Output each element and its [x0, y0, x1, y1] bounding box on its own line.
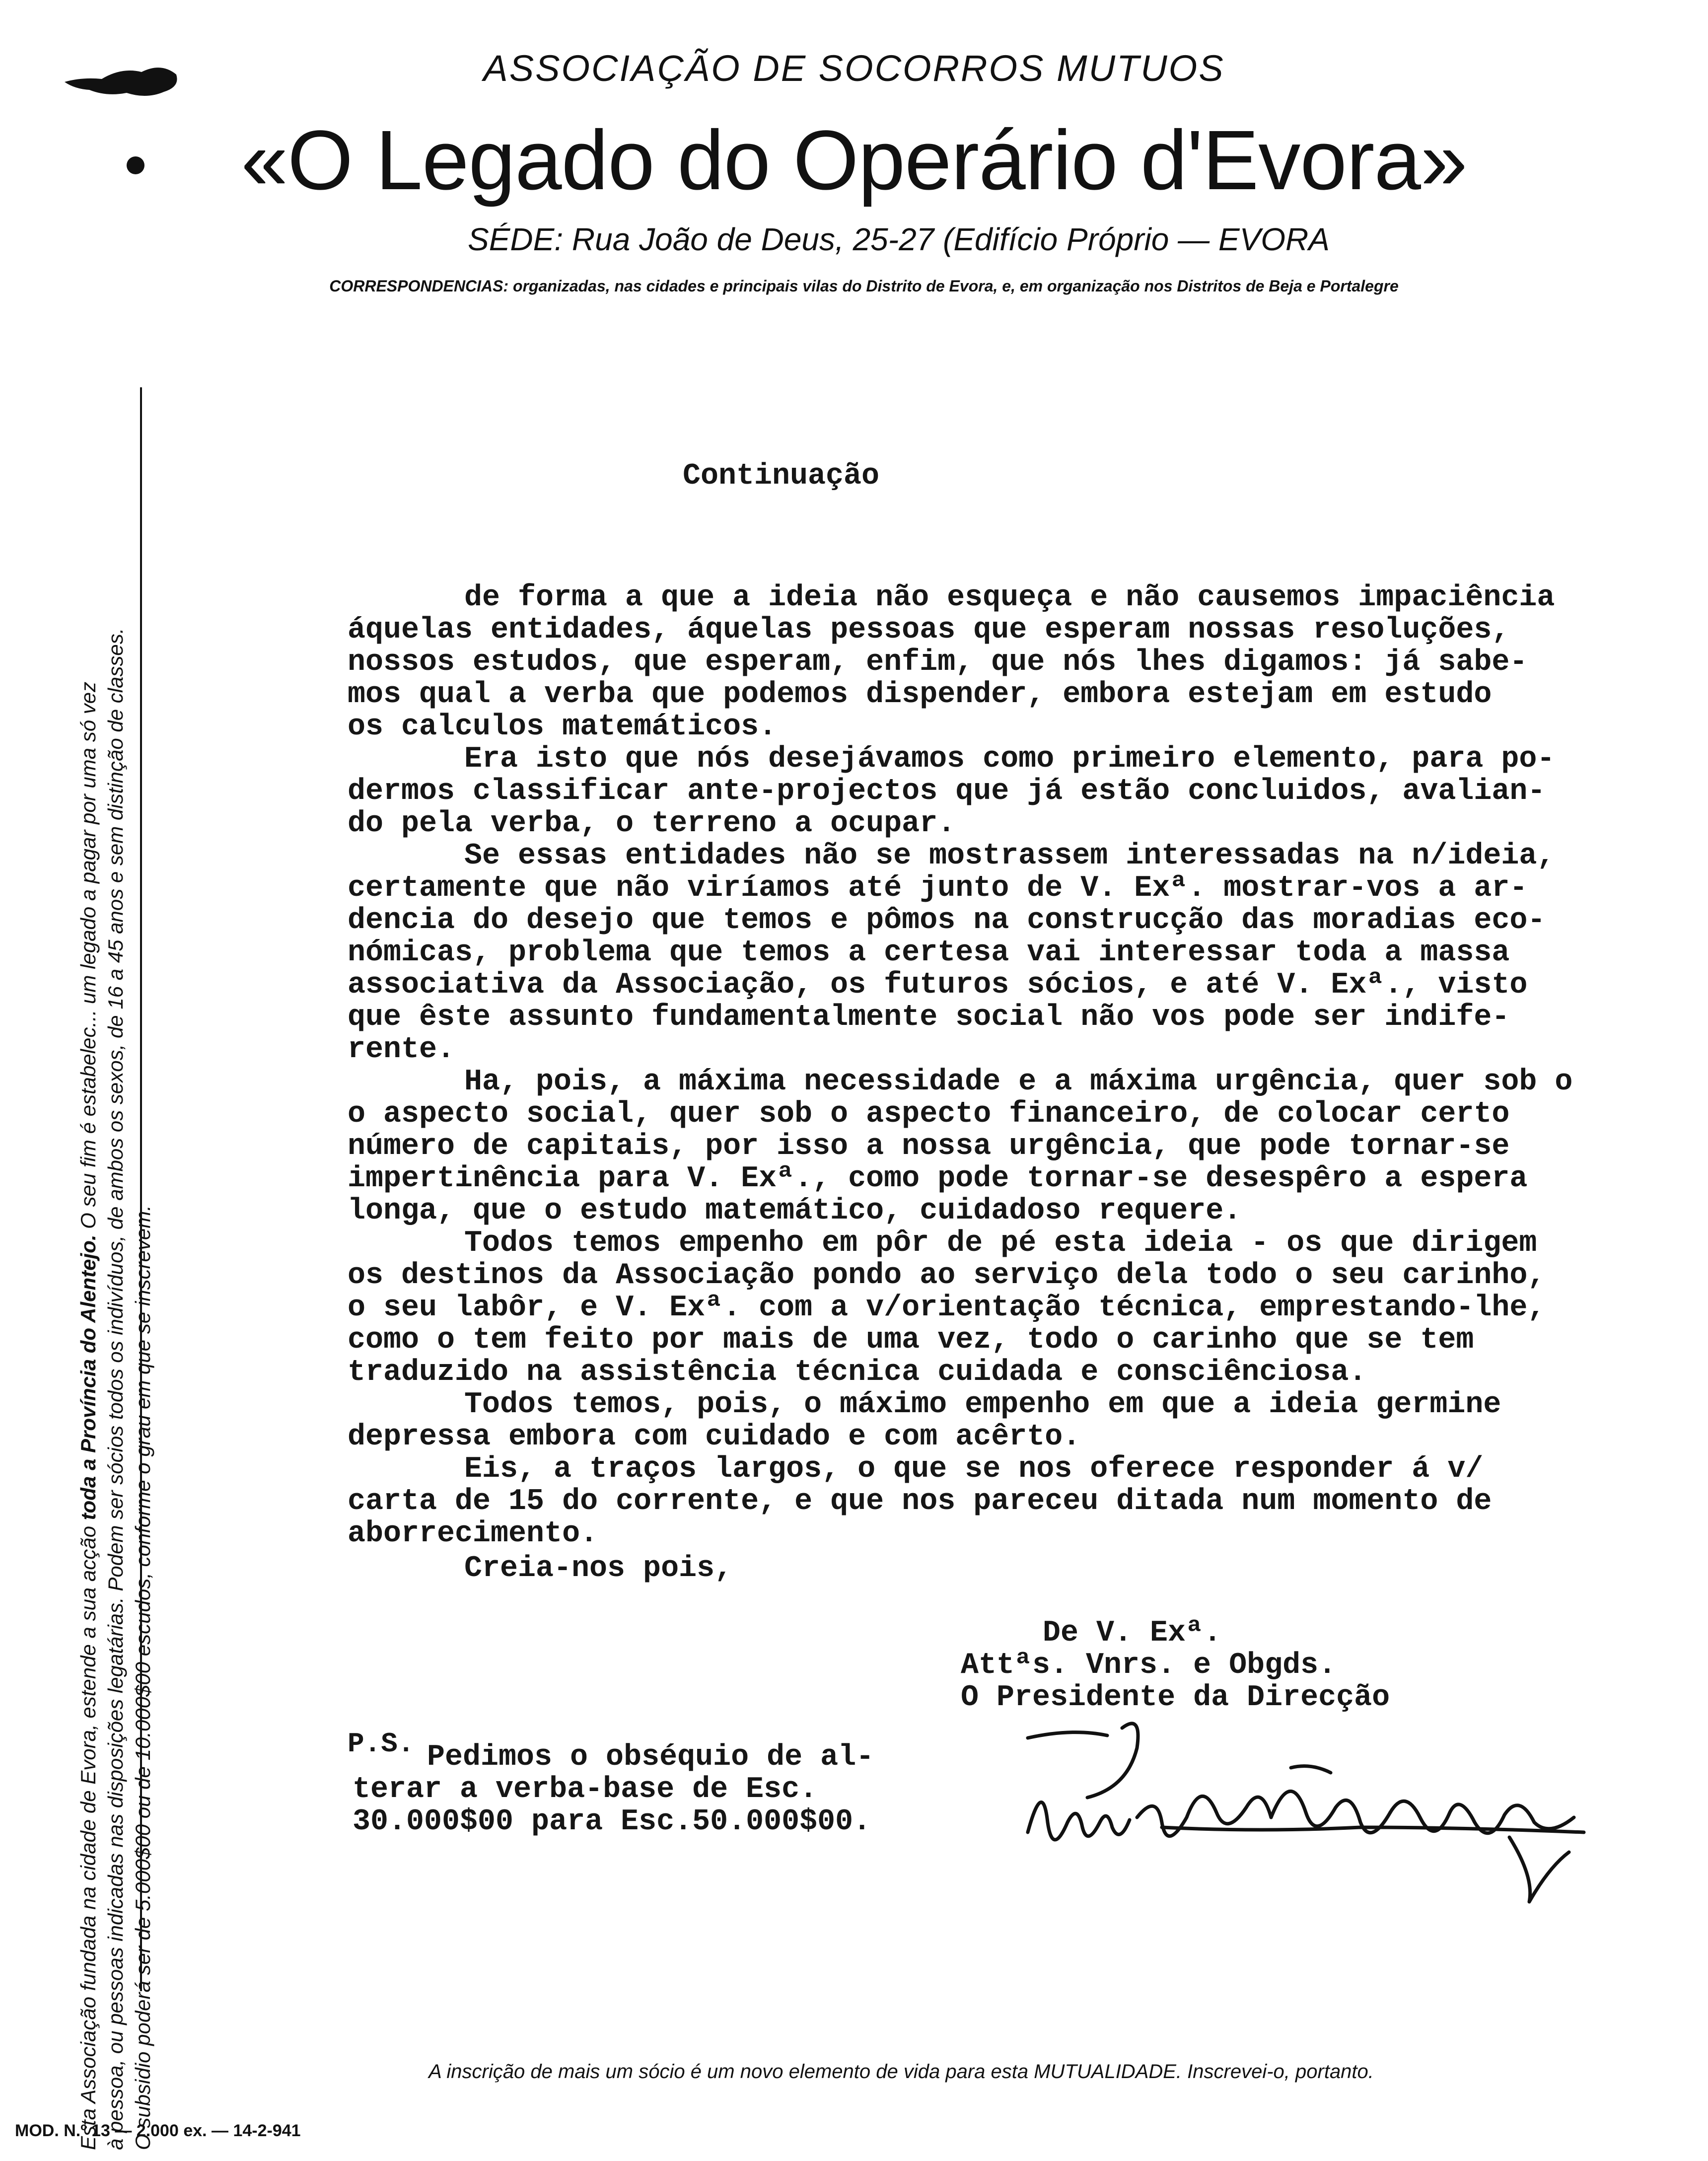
continuation-heading: Continuação [683, 459, 880, 493]
seat-address: SÉDE: Rua João de Deus, 25-27 (Edifício Próprio — EVORA [468, 221, 1330, 257]
letter-line: número de capitais, por isso a nossa urgência, que pode tornar-se [348, 1130, 1510, 1163]
letter-line: depressa embora com cuidado e com acêrto. [348, 1420, 1081, 1454]
letter-line: nossos estudos, que esperam, enfim, que nós lhes digamos: já sabe- [348, 646, 1528, 679]
letter-line: aborrecimento. [348, 1517, 598, 1551]
association-heading: ASSOCIAÇÃO DE SOCORROS MUTUOS [483, 48, 1225, 89]
letter-line: dermos classificar ante-projectos que já estão concluidos, avalian- [348, 775, 1546, 808]
letter-line: Era isto que nós desejávamos como primeiro elemento, para po- [464, 742, 1555, 776]
letter-line: longa, que o estudo matemático, cuidadoso requere. [348, 1194, 1242, 1228]
ps-label: P.S. [348, 1728, 415, 1760]
closing-line: O Presidente da Direcção [961, 1681, 1390, 1715]
letter-line: que êste assunto fundamentalmente social não vos pode ser indife- [348, 1001, 1510, 1034]
letter-line: o aspecto social, quer sob o aspecto financeiro, de colocar certo [348, 1097, 1510, 1131]
handwritten-signature [1013, 1708, 1609, 1917]
letter-line: certamente que não viríamos até junto de V. Exª. mostrar-vos a ar- [348, 871, 1528, 905]
ps-line: 30.000$00 para Esc.50.000$00. [353, 1805, 871, 1839]
letter-line: de forma a que a ideia não esqueça e não causemos impaciência [464, 581, 1555, 615]
form-code: MOD. N.º 13 — 2.000 ex. — 14-2-941 [15, 2121, 301, 2140]
letter-line: áquelas entidades, áquelas pessoas que esperam nossas resoluções, [348, 613, 1510, 647]
ps-line: Pedimos o obséquio de al- [427, 1740, 874, 1774]
letter-line: impertinência para V. Exª., como pode tornar-se desespêro a espera [348, 1162, 1528, 1196]
correspondences-line: CORRESPONDENCIAS: organizadas, nas cidades e principais vilas do Distrito de Evora, e, em organização nos Distritos de Beja e Portalegre [329, 277, 1399, 295]
closing-line: Attªs. Vnrs. e Obgds. [961, 1649, 1337, 1682]
letter-line: carta de 15 do corrente, e que nos pareceu ditada num momento de [348, 1485, 1492, 1518]
letter-line: Se essas entidades não se mostrassem interessadas na n/ideia, [464, 839, 1555, 873]
ps-line: terar a verba-base de Esc. [353, 1773, 818, 1806]
letter-line: como o tem feito por mais de uma vez, todo o carinho que se tem [348, 1323, 1474, 1357]
letter-line: Creia-nos pois, [464, 1552, 733, 1585]
side-line-1b: toda a Província do Alentejo. [76, 1234, 100, 1520]
letter-line: nómicas, problema que temos a certesa vai interessar toda a massa [348, 936, 1510, 970]
side-line-3: O subsidio poderá ser de 5.000$00 ou de 10.000$00 escudos, conforme o grau em que se inscrevem. [131, 1205, 154, 2150]
letter-line: dencia do desejo que temos e pômos na construcção das moradias eco- [348, 904, 1546, 937]
letter-line: rente. [348, 1033, 455, 1067]
letter-line: mos qual a verba que podemos dispender, embora estejam em estudo [348, 678, 1492, 712]
letter-line: do pela verba, o terreno a ocupar. [348, 807, 956, 841]
letter-line: Todos temos empenho em pôr de pé esta ideia - os que dirigem [464, 1226, 1537, 1260]
side-text [74, 387, 156, 2150]
side-line-2: à pessoa, ou pessoas indicadas nas disposições legatárias. Podem ser sócios todos os indivíduos, de ambos os sexos, de 16 a 45 anos e sem distinção de classes. [104, 628, 127, 2150]
side-line-1a: Esta Associação fundada na cidade de Evora, estende a sua acção [76, 1520, 100, 2150]
letter-line: os destinos da Associação pondo ao serviço dela todo o seu carinho, [348, 1259, 1546, 1293]
letter-line: Ha, pois, a máxima necessidade e a máxima urgência, quer sob o [464, 1065, 1573, 1099]
footer-note: A inscrição de mais um sócio é um novo elemento de vida para esta MUTUALIDADE. Inscrevei-o, portanto. [428, 2061, 1374, 2083]
letter-line: associativa da Associação, os futuros sócios, e até V. Exª., visto [348, 968, 1528, 1002]
letter-line: o seu labôr, e V. Exª. com a v/orientação técnica, emprestando-lhe, [348, 1291, 1546, 1325]
organization-name: «O Legado do Operário d'Evora» [241, 113, 1467, 208]
letter-line: os calculos matemáticos. [348, 710, 777, 744]
side-line-1c: O seu fim é estabelec... um legado a pagar por uma só vez [76, 681, 100, 1235]
letter-line: Eis, a traços largos, o que se nos oferece responder á v/ [464, 1452, 1484, 1486]
letter-line: Todos temos, pois, o máximo empenho em que a ideia germine [464, 1388, 1501, 1422]
letter-line: traduzido na assistência técnica cuidada e consciênciosa. [348, 1356, 1367, 1389]
side-line-1 [74, 387, 102, 2150]
closing-line: De V. Exª. [1043, 1616, 1222, 1650]
